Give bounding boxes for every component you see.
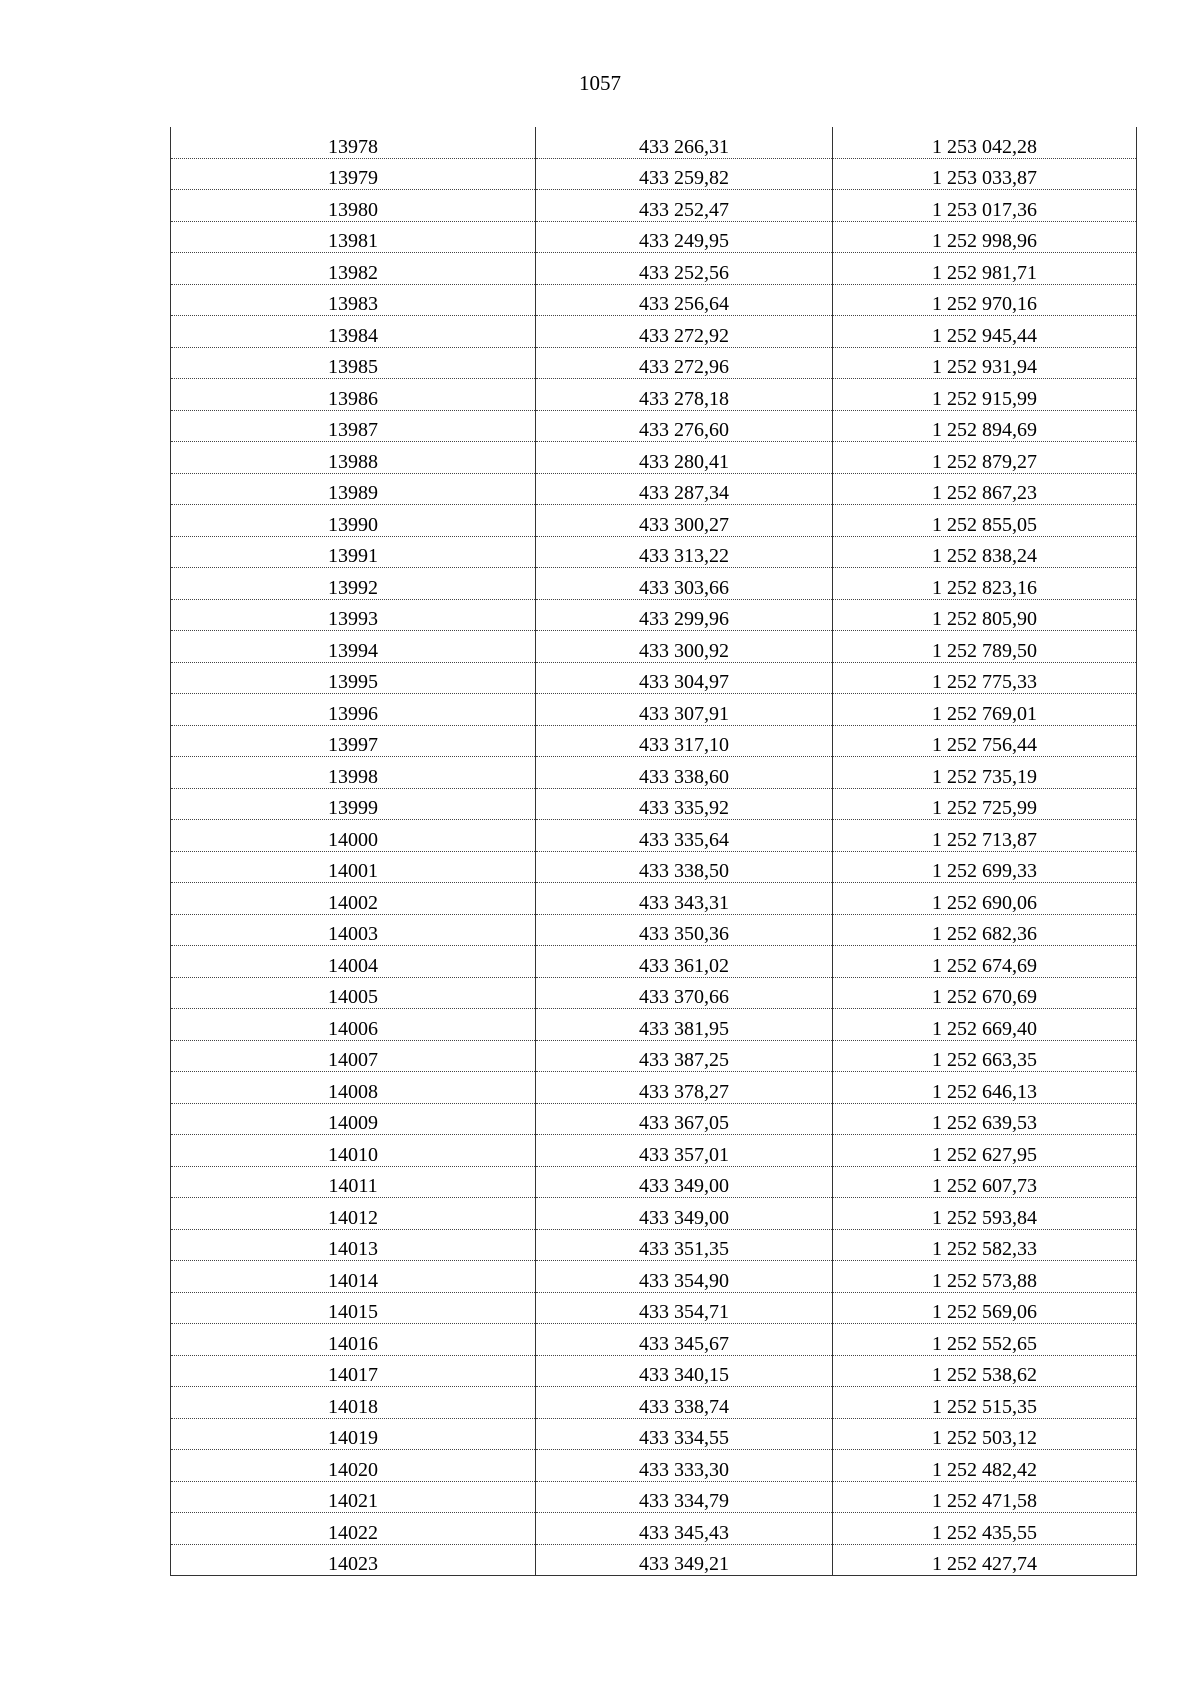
table-row: [171, 851, 1137, 883]
table-row: [171, 1544, 1137, 1576]
x-coordinate-cell: 433 351,35: [536, 1229, 833, 1261]
point-number-cell: 14021: [171, 1481, 536, 1513]
point-number-cell: 13987: [171, 410, 536, 442]
table-row: [171, 505, 1137, 537]
point-number-cell: 13978: [171, 127, 536, 158]
page-number: 1057: [579, 71, 621, 95]
x-coordinate-cell: 433 343,31: [536, 883, 833, 915]
table-row: [171, 410, 1137, 442]
y-coordinate-cell: 1 252 713,87: [833, 820, 1137, 852]
y-coordinate-cell: 1 252 970,16: [833, 284, 1137, 316]
table-row: [171, 1261, 1137, 1293]
table-row: [171, 788, 1137, 820]
x-coordinate-cell: 433 354,71: [536, 1292, 833, 1324]
y-coordinate-cell: 1 252 646,13: [833, 1072, 1137, 1104]
x-coordinate-cell: 433 345,67: [536, 1324, 833, 1356]
y-coordinate-cell: 1 252 538,62: [833, 1355, 1137, 1387]
table-row: [171, 694, 1137, 726]
x-coordinate-cell: 433 387,25: [536, 1040, 833, 1072]
x-coordinate-cell: 433 349,00: [536, 1166, 833, 1198]
table-row: [171, 977, 1137, 1009]
point-number-cell: 13981: [171, 221, 536, 253]
table-row: [171, 1040, 1137, 1072]
x-coordinate-cell: 433 340,15: [536, 1355, 833, 1387]
table-row: [171, 1481, 1137, 1513]
y-coordinate-cell: 1 252 931,94: [833, 347, 1137, 379]
x-coordinate-cell: 433 249,95: [536, 221, 833, 253]
y-coordinate-cell: 1 252 663,35: [833, 1040, 1137, 1072]
table-row: [171, 914, 1137, 946]
point-number-cell: 14015: [171, 1292, 536, 1324]
x-coordinate-cell: 433 287,34: [536, 473, 833, 505]
y-coordinate-cell: 1 252 471,58: [833, 1481, 1137, 1513]
point-number-cell: 14013: [171, 1229, 536, 1261]
y-coordinate-cell: 1 252 725,99: [833, 788, 1137, 820]
point-number-cell: 14006: [171, 1009, 536, 1041]
table-row: [171, 253, 1137, 285]
x-coordinate-cell: 433 252,56: [536, 253, 833, 285]
table-row: [171, 127, 1137, 158]
table-row: [171, 1513, 1137, 1545]
y-coordinate-cell: 1 252 735,19: [833, 757, 1137, 789]
table-row: [171, 599, 1137, 631]
x-coordinate-cell: 433 349,21: [536, 1544, 833, 1576]
table-row: [171, 820, 1137, 852]
point-number-cell: 13999: [171, 788, 536, 820]
x-coordinate-cell: 433 266,31: [536, 127, 833, 158]
y-coordinate-cell: 1 252 867,23: [833, 473, 1137, 505]
x-coordinate-cell: 433 299,96: [536, 599, 833, 631]
point-number-cell: 14000: [171, 820, 536, 852]
y-coordinate-cell: 1 252 569,06: [833, 1292, 1137, 1324]
point-number-cell: 13986: [171, 379, 536, 411]
y-coordinate-cell: 1 252 573,88: [833, 1261, 1137, 1293]
table-row: [171, 1450, 1137, 1482]
y-coordinate-cell: 1 252 756,44: [833, 725, 1137, 757]
point-number-cell: 14016: [171, 1324, 536, 1356]
point-number-cell: 14011: [171, 1166, 536, 1198]
table-row: [171, 536, 1137, 568]
point-number-cell: 13984: [171, 316, 536, 348]
point-number-cell: 14022: [171, 1513, 536, 1545]
table-row: [171, 725, 1137, 757]
table-row: [171, 1072, 1137, 1104]
table-row: [171, 662, 1137, 694]
y-coordinate-cell: 1 252 789,50: [833, 631, 1137, 663]
y-coordinate-cell: 1 252 690,06: [833, 883, 1137, 915]
y-coordinate-cell: 1 252 879,27: [833, 442, 1137, 474]
table-row: [171, 568, 1137, 600]
point-number-cell: 13988: [171, 442, 536, 474]
x-coordinate-cell: 433 334,79: [536, 1481, 833, 1513]
y-coordinate-cell: 1 252 674,69: [833, 946, 1137, 978]
point-number-cell: 13980: [171, 190, 536, 222]
table-row: [171, 1166, 1137, 1198]
y-coordinate-cell: 1 252 945,44: [833, 316, 1137, 348]
table-row: [171, 883, 1137, 915]
point-number-cell: 13991: [171, 536, 536, 568]
point-number-cell: 13995: [171, 662, 536, 694]
x-coordinate-cell: 433 300,92: [536, 631, 833, 663]
y-coordinate-cell: 1 252 435,55: [833, 1513, 1137, 1545]
x-coordinate-cell: 433 378,27: [536, 1072, 833, 1104]
y-coordinate-cell: 1 252 482,42: [833, 1450, 1137, 1482]
x-coordinate-cell: 433 367,05: [536, 1103, 833, 1135]
point-number-cell: 14005: [171, 977, 536, 1009]
table-row: [171, 379, 1137, 411]
table-row: [171, 347, 1137, 379]
y-coordinate-cell: 1 253 017,36: [833, 190, 1137, 222]
table-row: [171, 158, 1137, 190]
x-coordinate-cell: 433 259,82: [536, 158, 833, 190]
table-row: [171, 1009, 1137, 1041]
table-row: [171, 1135, 1137, 1167]
x-coordinate-cell: 433 335,92: [536, 788, 833, 820]
y-coordinate-cell: 1 252 769,01: [833, 694, 1137, 726]
table-row: [171, 190, 1137, 222]
point-number-cell: 13990: [171, 505, 536, 537]
y-coordinate-cell: 1 252 515,35: [833, 1387, 1137, 1419]
x-coordinate-cell: 433 280,41: [536, 442, 833, 474]
x-coordinate-cell: 433 272,92: [536, 316, 833, 348]
x-coordinate-cell: 433 361,02: [536, 946, 833, 978]
coordinates-table: [170, 127, 1137, 1576]
y-coordinate-cell: 1 252 639,53: [833, 1103, 1137, 1135]
y-coordinate-cell: 1 252 669,40: [833, 1009, 1137, 1041]
y-coordinate-cell: 1 252 894,69: [833, 410, 1137, 442]
table-row: [171, 631, 1137, 663]
x-coordinate-cell: 433 381,95: [536, 1009, 833, 1041]
table-row: [171, 1324, 1137, 1356]
y-coordinate-cell: 1 253 033,87: [833, 158, 1137, 190]
table-row: [171, 1229, 1137, 1261]
point-number-cell: 14007: [171, 1040, 536, 1072]
point-number-cell: 13992: [171, 568, 536, 600]
x-coordinate-cell: 433 304,97: [536, 662, 833, 694]
x-coordinate-cell: 433 338,74: [536, 1387, 833, 1419]
x-coordinate-cell: 433 354,90: [536, 1261, 833, 1293]
point-number-cell: 14009: [171, 1103, 536, 1135]
y-coordinate-cell: 1 252 503,12: [833, 1418, 1137, 1450]
x-coordinate-cell: 433 334,55: [536, 1418, 833, 1450]
table-row: [171, 757, 1137, 789]
point-number-cell: 14014: [171, 1261, 536, 1293]
y-coordinate-cell: 1 252 582,33: [833, 1229, 1137, 1261]
point-number-cell: 13982: [171, 253, 536, 285]
y-coordinate-cell: 1 252 998,96: [833, 221, 1137, 253]
y-coordinate-cell: 1 252 627,95: [833, 1135, 1137, 1167]
y-coordinate-cell: 1 252 699,33: [833, 851, 1137, 883]
x-coordinate-cell: 433 357,01: [536, 1135, 833, 1167]
y-coordinate-cell: 1 252 855,05: [833, 505, 1137, 537]
point-number-cell: 14004: [171, 946, 536, 978]
x-coordinate-cell: 433 335,64: [536, 820, 833, 852]
table-row: [171, 1292, 1137, 1324]
coordinates-table-body: [171, 127, 1137, 1576]
point-number-cell: 14019: [171, 1418, 536, 1450]
y-coordinate-cell: 1 252 593,84: [833, 1198, 1137, 1230]
point-number-cell: 13993: [171, 599, 536, 631]
table-row: [171, 946, 1137, 978]
point-number-cell: 14008: [171, 1072, 536, 1104]
table-row: [171, 473, 1137, 505]
x-coordinate-cell: 433 300,27: [536, 505, 833, 537]
point-number-cell: 14010: [171, 1135, 536, 1167]
table-row: [171, 1387, 1137, 1419]
y-coordinate-cell: 1 252 682,36: [833, 914, 1137, 946]
y-coordinate-cell: 1 252 823,16: [833, 568, 1137, 600]
y-coordinate-cell: 1 252 427,74: [833, 1544, 1137, 1576]
table-row: [171, 221, 1137, 253]
x-coordinate-cell: 433 338,50: [536, 851, 833, 883]
x-coordinate-cell: 433 350,36: [536, 914, 833, 946]
point-number-cell: 14012: [171, 1198, 536, 1230]
x-coordinate-cell: 433 256,64: [536, 284, 833, 316]
point-number-cell: 13989: [171, 473, 536, 505]
point-number-cell: 13997: [171, 725, 536, 757]
x-coordinate-cell: 433 272,96: [536, 347, 833, 379]
point-number-cell: 13985: [171, 347, 536, 379]
point-number-cell: 14001: [171, 851, 536, 883]
x-coordinate-cell: 433 252,47: [536, 190, 833, 222]
point-number-cell: 13979: [171, 158, 536, 190]
table-row: [171, 1355, 1137, 1387]
table-row: [171, 1198, 1137, 1230]
table-row: [171, 284, 1137, 316]
table-row: [171, 1418, 1137, 1450]
x-coordinate-cell: 433 345,43: [536, 1513, 833, 1545]
x-coordinate-cell: 433 303,66: [536, 568, 833, 600]
x-coordinate-cell: 433 333,30: [536, 1450, 833, 1482]
point-number-cell: 13996: [171, 694, 536, 726]
point-number-cell: 14017: [171, 1355, 536, 1387]
y-coordinate-cell: 1 252 981,71: [833, 253, 1137, 285]
y-coordinate-cell: 1 252 552,65: [833, 1324, 1137, 1356]
y-coordinate-cell: 1 252 838,24: [833, 536, 1137, 568]
y-coordinate-cell: 1 252 670,69: [833, 977, 1137, 1009]
table-row: [171, 316, 1137, 348]
point-number-cell: 13998: [171, 757, 536, 789]
y-coordinate-cell: 1 252 607,73: [833, 1166, 1137, 1198]
point-number-cell: 14018: [171, 1387, 536, 1419]
x-coordinate-cell: 433 338,60: [536, 757, 833, 789]
table-row: [171, 442, 1137, 474]
point-number-cell: 13994: [171, 631, 536, 663]
point-number-cell: 13983: [171, 284, 536, 316]
x-coordinate-cell: 433 313,22: [536, 536, 833, 568]
y-coordinate-cell: 1 253 042,28: [833, 127, 1137, 158]
x-coordinate-cell: 433 276,60: [536, 410, 833, 442]
x-coordinate-cell: 433 278,18: [536, 379, 833, 411]
x-coordinate-cell: 433 317,10: [536, 725, 833, 757]
y-coordinate-cell: 1 252 915,99: [833, 379, 1137, 411]
x-coordinate-cell: 433 349,00: [536, 1198, 833, 1230]
y-coordinate-cell: 1 252 805,90: [833, 599, 1137, 631]
x-coordinate-cell: 433 370,66: [536, 977, 833, 1009]
x-coordinate-cell: 433 307,91: [536, 694, 833, 726]
table-row: [171, 1103, 1137, 1135]
point-number-cell: 14002: [171, 883, 536, 915]
point-number-cell: 14003: [171, 914, 536, 946]
y-coordinate-cell: 1 252 775,33: [833, 662, 1137, 694]
point-number-cell: 14020: [171, 1450, 536, 1482]
point-number-cell: 14023: [171, 1544, 536, 1576]
